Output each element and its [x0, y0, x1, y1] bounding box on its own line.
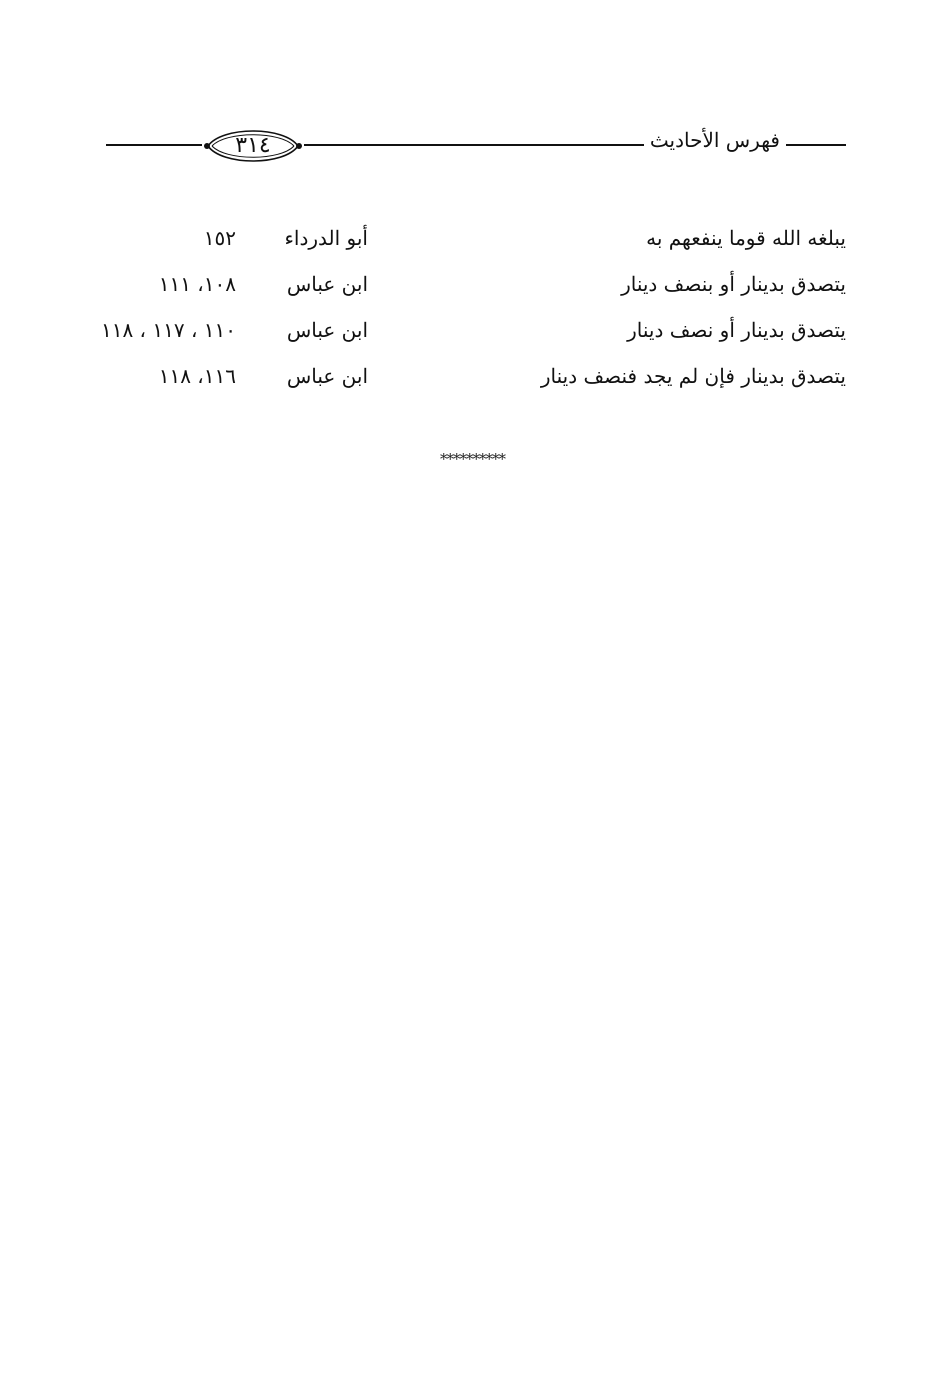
narrator-name: ابن عباس: [286, 272, 368, 296]
table-row: [100, 310, 846, 356]
hadith-text: يتصدق بدينار أو بنصف دينار: [621, 272, 846, 296]
page-references: ١٥٢: [203, 226, 236, 250]
table-row: [106, 264, 846, 310]
page-title: فهرس الأحاديث: [644, 128, 786, 152]
table-row: [106, 218, 846, 264]
hadith-text: يتصدق بدينار أو نصف دينار: [627, 318, 846, 342]
page-number-badge: [202, 124, 304, 168]
header-rule-left: [106, 144, 202, 146]
page-references: ١١٦، ١١٨: [158, 364, 236, 388]
narrator-name: أبو الدرداء: [284, 226, 368, 250]
narrator-name: ابن عباس: [286, 364, 368, 388]
header-rule-right: [786, 144, 846, 146]
hadith-text: يبلغه الله قوما ينفعهم به: [646, 226, 846, 250]
page-number: ٣١٤: [235, 133, 271, 158]
narrator-name: ابن عباس: [286, 318, 368, 342]
hadith-index-table: [100, 218, 846, 402]
page-references: ١٠٨، ١١١: [158, 272, 236, 296]
section-separator: **********: [440, 450, 505, 468]
table-row: [106, 356, 846, 402]
page-references: ١١٠ ، ١١٧ ، ١١٨: [100, 318, 236, 342]
page-header: [106, 120, 846, 170]
hadith-text: يتصدق بدينار فإن لم يجد فنصف دينار: [540, 364, 846, 388]
